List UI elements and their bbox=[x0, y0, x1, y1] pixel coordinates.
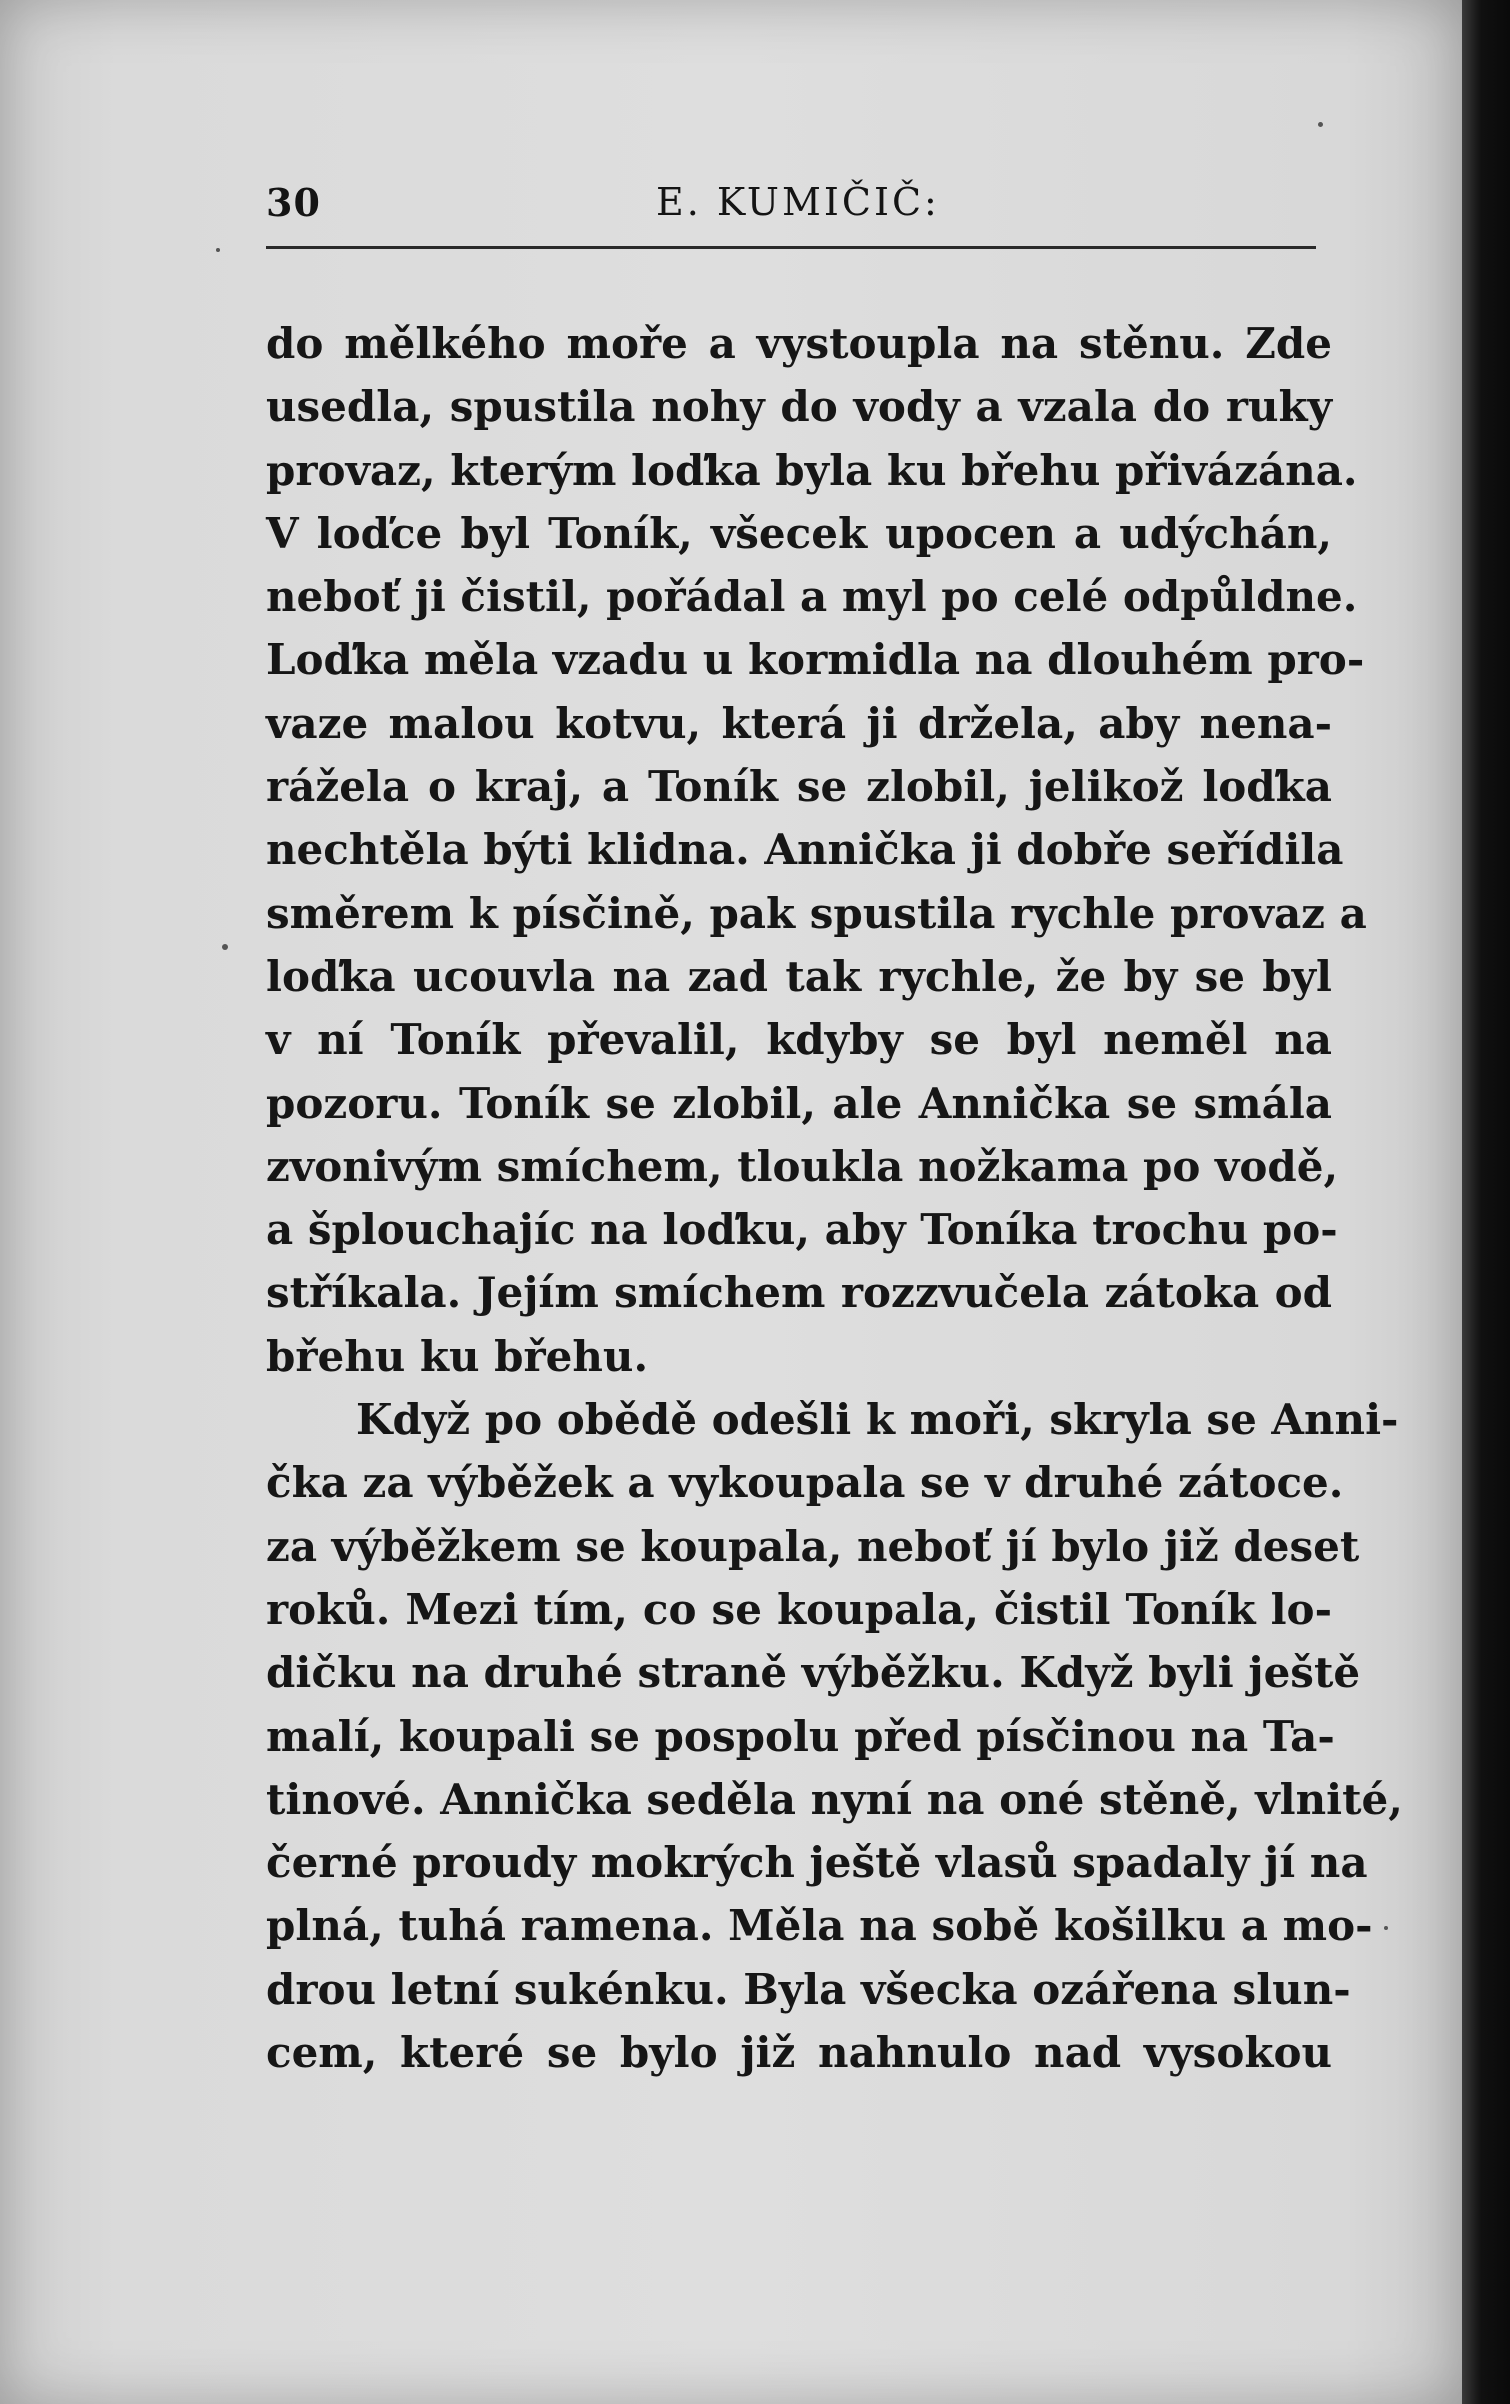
text-line: dičku na druhé straně výběžku. Když byli ještě bbox=[266, 1648, 1361, 1698]
text-line: břehu ku břehu. bbox=[266, 1331, 649, 1381]
body-text bbox=[266, 312, 1403, 2084]
text-line: čka za výběžek a vykoupala se v druhé zátoce. bbox=[266, 1458, 1344, 1508]
text-line: loďka ucouvla na zad tak rychle, že by se byl bbox=[266, 951, 1332, 1001]
running-title: E. KUMIČIČ: bbox=[656, 180, 940, 224]
page-edge-shadow bbox=[1462, 0, 1510, 2404]
text-line: rážela o kraj, a Toník se zlobil, jelikož loďka bbox=[266, 762, 1332, 812]
page-number: 30 bbox=[266, 180, 321, 225]
text-line: pozoru. Toník se zlobil, ale Annička se smála bbox=[266, 1078, 1332, 1128]
text-line: černé proudy mokrých ještě vlasů spadaly jí na bbox=[266, 1838, 1368, 1888]
text-line: za výběžkem se koupala, neboť jí bylo již deset bbox=[266, 1521, 1360, 1571]
text-line: do mělkého moře a vystoupla na stěnu. Zde bbox=[266, 319, 1332, 368]
text-line: stříkala. Jejím smíchem rozzvučela zátoka od bbox=[266, 1268, 1332, 1318]
scan-speck bbox=[216, 248, 220, 252]
text-line: roků. Mezi tím, co se koupala, čistil Toník lo- bbox=[266, 1584, 1332, 1634]
text-line: provaz, kterým loďka byla ku břehu přivázána. bbox=[266, 445, 1358, 495]
text-line: Když po obědě odešli k moři, skryla se Anni- bbox=[356, 1395, 1399, 1445]
text-line: a šplouchajíc na loďku, aby Toníka trochu po- bbox=[266, 1205, 1338, 1255]
text-line: zvonivým smíchem, tloukla nožkama po vodě, bbox=[266, 1141, 1339, 1191]
scan-speck bbox=[222, 944, 228, 950]
text-line: V loďce byl Toník, všecek upocen a udýchán, bbox=[266, 508, 1332, 558]
text-line: plná, tuhá ramena. Měla na sobě košilku a mo- bbox=[266, 1901, 1373, 1951]
text-line: usedla, spustila nohy do vody a vzala do ruky bbox=[266, 382, 1332, 432]
text-line: neboť ji čistil, pořádal a myl po celé odpůldne. bbox=[266, 572, 1358, 622]
paragraph-2 bbox=[266, 1388, 1403, 2084]
text-line: vaze malou kotvu, která ji držela, aby nena- bbox=[266, 698, 1332, 748]
text-line: Loďka měla vzadu u kormidla na dlouhém pro- bbox=[266, 635, 1365, 685]
page-header bbox=[266, 180, 1316, 240]
text-line: tinové. Annička seděla nyní na oné stěně, vlnité, bbox=[266, 1774, 1403, 1824]
text-line: směrem k písčině, pak spustila rychle provaz a bbox=[266, 888, 1367, 938]
text-line: v ní Toník převalil, kdyby se byl neměl na bbox=[266, 1015, 1332, 1065]
scan-speck bbox=[1318, 122, 1323, 127]
text-line: nechtěla býti klidna. Annička ji dobře seřídila bbox=[266, 825, 1344, 875]
paragraph-1 bbox=[266, 312, 1367, 1388]
scan-speck bbox=[1384, 1926, 1388, 1930]
text-line: cem, které se bylo již nahnulo nad vysokou bbox=[266, 2028, 1332, 2078]
header-rule bbox=[266, 246, 1316, 249]
text-line: malí, koupali se pospolu před písčinou na Ta- bbox=[266, 1711, 1335, 1761]
text-line: drou letní sukénku. Byla všecka ozářena slun- bbox=[266, 1964, 1351, 2014]
